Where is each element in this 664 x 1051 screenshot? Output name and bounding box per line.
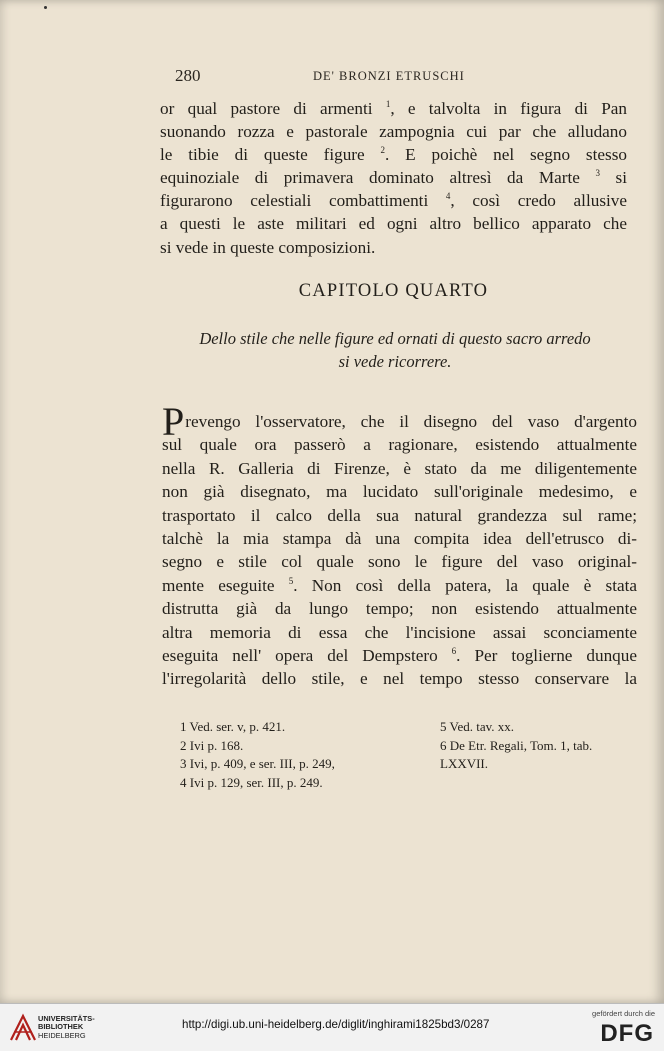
text-line: equinoziale di primavera dominato altresì da Marte $^3$ si [160, 168, 627, 188]
text-line: le tibie di queste figure $^2$. E poichè nel segno stesso [160, 145, 627, 165]
footnote-ref: 6 [451, 646, 457, 657]
text-line: or qual pastore di armenti $^1$, e talvolta in figura di Pan [160, 99, 628, 118]
footnote-ref: 2 [380, 145, 385, 156]
paragraph-2 [162, 399, 638, 691]
footnotes [180, 718, 642, 798]
text-line: non già disegnato, ma lucidato sull'originale medesimo, e [162, 482, 637, 502]
running-title: DE' BRONZI ETRUSCHI [313, 69, 465, 83]
funder-text: gefördert durch die [592, 1009, 655, 1018]
text-line: suonando rozza e pastorale zampognia cui par che alludano [160, 122, 627, 142]
footnote-ref: 5 [288, 575, 294, 586]
running-head [175, 66, 475, 88]
drop-cap: P [162, 399, 185, 444]
text-line: sul quale ora passerò a ragionare, esistendo attualmente [162, 435, 637, 455]
library-name: UNIVERSITÄTS- BIBLIOTHEK HEIDELBERG [38, 1014, 95, 1040]
viewer-footer [0, 1003, 664, 1051]
text-line: segno e stile col quale sono le figure del vaso original- [162, 552, 637, 572]
subtitle-line: Dello stile che nelle figure ed ornati di questo sacro arredo [199, 329, 591, 348]
text-line: a questi le aste militari ed ogni altro bellico apparato che [160, 214, 627, 234]
footnote-ref: 1 [385, 99, 391, 109]
text-line: mente eseguite $^5$. Non così della patera, la quale è stata [162, 575, 637, 595]
ub-heidelberg-logo-icon[interactable] [8, 1012, 38, 1044]
text-line: altra memoria di essa che l'incisione assai sconciamente [162, 622, 637, 642]
paragraph-1 [160, 97, 627, 259]
footnote: LXXVII. [440, 756, 489, 771]
subtitle-line: si vede ricorrere. [338, 352, 452, 371]
text-line: eseguita nell' opera del Dempstero $^6$. Per toglierne dunque [162, 646, 638, 666]
text-line: distrutta già da lungo tempo; non esistendo attualmente [162, 599, 637, 619]
footnote: 4 Ivi p. 129, ser. III, p. 249. [180, 774, 323, 790]
footnote: 5 Ved. tav. xx. [440, 719, 515, 734]
dfg-logo-icon[interactable]: DFG [600, 1020, 654, 1047]
footnotes-left [180, 718, 440, 792]
footnote-ref: 3 [595, 168, 600, 179]
page-number: 280 [175, 66, 201, 85]
chapter-title: CAPITOLO QUARTO [298, 281, 489, 301]
chapter-subtitle [160, 327, 630, 373]
footnote-ref: 4 [445, 191, 451, 202]
text-line: Prevengo l'osservatore, che il disegno del vaso d'argento [162, 399, 637, 444]
footnote: 1 Ved. ser. v, p. 421. [180, 719, 286, 734]
ink-speck [44, 6, 47, 9]
text-line: nella R. Galleria di Firenze, è stato da me diligentemente [162, 458, 637, 478]
footnote: 3 Ivi, p. 409, e ser. III, p. 249, [180, 756, 335, 771]
footnote: 2 Ivi p. 168. [180, 737, 244, 753]
footnotes-right [440, 718, 640, 774]
footnote: 6 De Etr. Regali, Tom. 1, tab. [440, 737, 593, 753]
permalink-url[interactable]: http://digi.ub.uni-heidelberg.de/diglit/inghirami1825bd3/0287 [182, 1018, 490, 1031]
text-line: talchè la mia stampa dà una compita idea dell'etrusco di- [162, 529, 637, 549]
text-line: trasportato il calco della sua natural grandezza sul rame; [162, 505, 637, 525]
text-line: si vede in queste composizioni. [160, 237, 376, 257]
text-line: figurarono celestiali combattimenti $^4$, così credo allusive [160, 191, 628, 211]
text-line: l'irregolarità dello stile, e nel tempo stesso conservare la [162, 669, 637, 689]
